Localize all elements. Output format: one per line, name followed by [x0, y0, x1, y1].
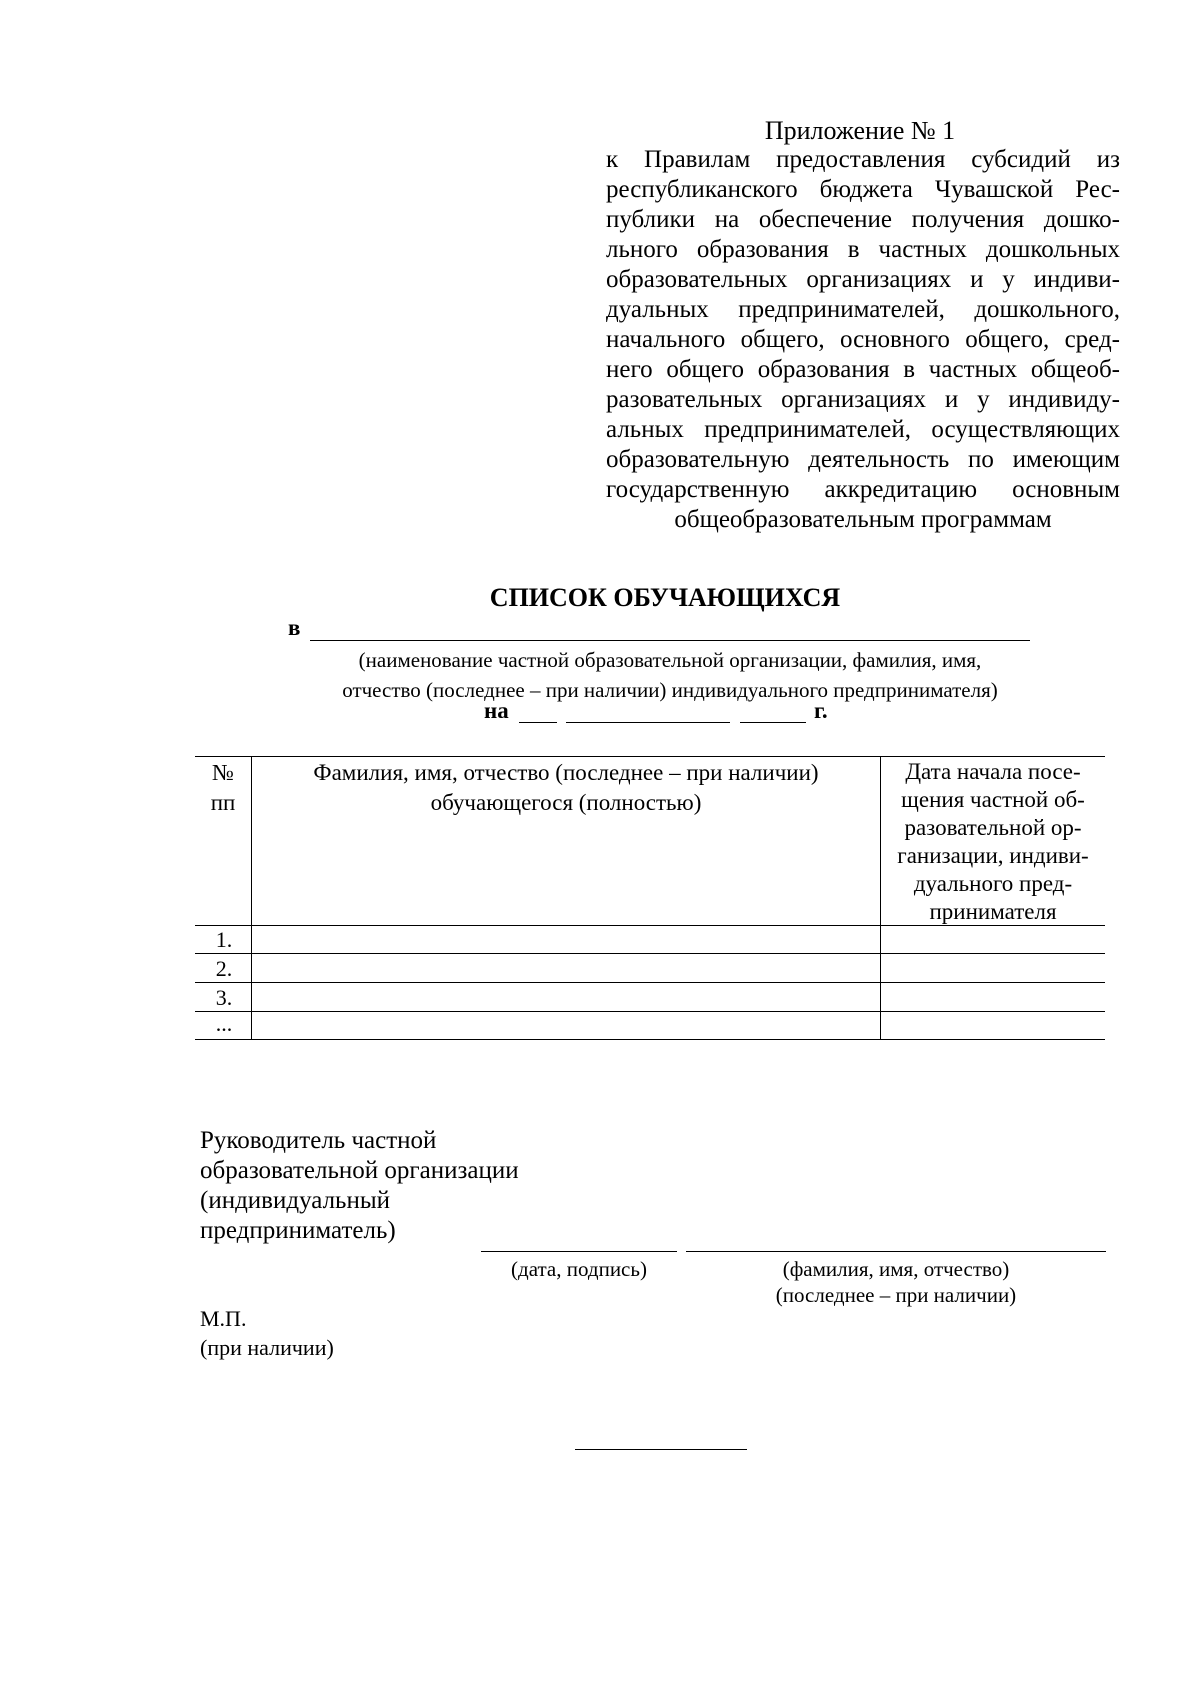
header-name-line: Фамилия, имя, отчество (последнее – при наличии) — [313, 760, 819, 785]
table-row-number: 3. — [215, 985, 233, 1010]
header-date-line: разовательной ор- — [904, 815, 1082, 840]
table-border-top — [195, 756, 1105, 757]
signature-name-caption-line: (фамилия, имя, отчество) — [782, 1257, 1010, 1281]
appendix-line: публики на обеспечение получения дошко- — [606, 206, 1120, 233]
header-name-line: обучающегося (полностью) — [430, 790, 702, 815]
appendix-line: дуальных предпринимателей, дошкольного, — [606, 296, 1120, 323]
table-row-divider — [195, 953, 1105, 954]
date-year-field[interactable] — [740, 722, 806, 723]
stamp-note: (при наличии) — [200, 1335, 334, 1360]
table-row-number: ... — [215, 1011, 233, 1036]
header-num-line: № — [212, 760, 234, 785]
table-row-number: 1. — [215, 927, 233, 952]
header-num-line: пп — [210, 790, 236, 815]
org-caption — [270, 645, 1070, 705]
signatory-line: Руководитель частной — [200, 1127, 437, 1154]
signature-name-caption-line: (последнее – при наличии) — [775, 1283, 1017, 1307]
date-month-field[interactable] — [566, 722, 730, 723]
appendix-line: образовательных организациях и у индиви- — [606, 266, 1120, 293]
stamp-label: М.П. — [200, 1306, 247, 1331]
org-caption-line: отчество (последнее – при наличии) индивидуального предпринимателя) — [342, 678, 998, 702]
appendix-line: к Правилам предоставления субсидий из — [606, 146, 1120, 173]
appendix-title: Приложение № 1 — [764, 116, 956, 145]
date-day-field[interactable] — [519, 722, 557, 723]
appendix-line: республиканского бюджета Чувашской Рес- — [606, 176, 1120, 203]
header-date-line: ганизации, индиви- — [897, 843, 1089, 868]
header-date-line: Дата начала посе- — [905, 759, 1081, 784]
header-date-line: щения частной об- — [901, 787, 1085, 812]
date-prefix: на — [484, 698, 509, 723]
appendix-line: альных предпринимателей, осуществляющих — [606, 416, 1120, 443]
signature-date-field[interactable] — [481, 1251, 677, 1252]
signature-name-field[interactable] — [686, 1251, 1106, 1252]
header-num — [195, 758, 251, 818]
table-row-divider — [195, 982, 1105, 983]
org-name-field[interactable] — [310, 640, 1030, 641]
document-title: СПИСОК ОБУЧАЮЩИХСЯ — [489, 583, 841, 612]
appendix-line: государственную аккредитацию основным — [606, 476, 1120, 503]
table-border-bottom — [195, 1039, 1105, 1040]
org-prefix: в — [288, 615, 301, 640]
appendix-line: льного образования в частных дошкольных — [606, 236, 1120, 263]
header-date-line: принимателя — [929, 899, 1057, 924]
appendix-text — [606, 145, 1120, 505]
header-name — [252, 758, 880, 818]
appendix-line: разовательных организациях и у индивиду- — [606, 386, 1120, 413]
table-row-divider — [195, 1011, 1105, 1012]
signatory-line: образовательной организации — [200, 1157, 519, 1184]
signature-date-caption: (дата, подпись) — [511, 1257, 647, 1281]
appendix-line: него общего образования в частных общеоб- — [606, 356, 1120, 383]
appendix-line: образовательную деятельность по имеющим — [606, 446, 1120, 473]
signatory-line: предприниматель) — [200, 1217, 396, 1244]
signature-name-caption — [686, 1256, 1106, 1308]
signatory-line: (индивидуальный — [200, 1187, 391, 1214]
table-row-number: 2. — [215, 956, 233, 981]
header-date-line: дуального пред- — [913, 871, 1073, 896]
org-caption-line: (наименование частной образовательной организации, фамилия, имя, — [358, 648, 982, 672]
appendix-line: начального общего, основного общего, сред- — [606, 326, 1120, 353]
closing-separator — [575, 1449, 747, 1450]
appendix-last-line: общеобразовательным программам — [674, 506, 1052, 533]
date-suffix: г. — [814, 698, 828, 723]
signatory-title — [200, 1126, 519, 1246]
header-start-date — [881, 758, 1105, 926]
